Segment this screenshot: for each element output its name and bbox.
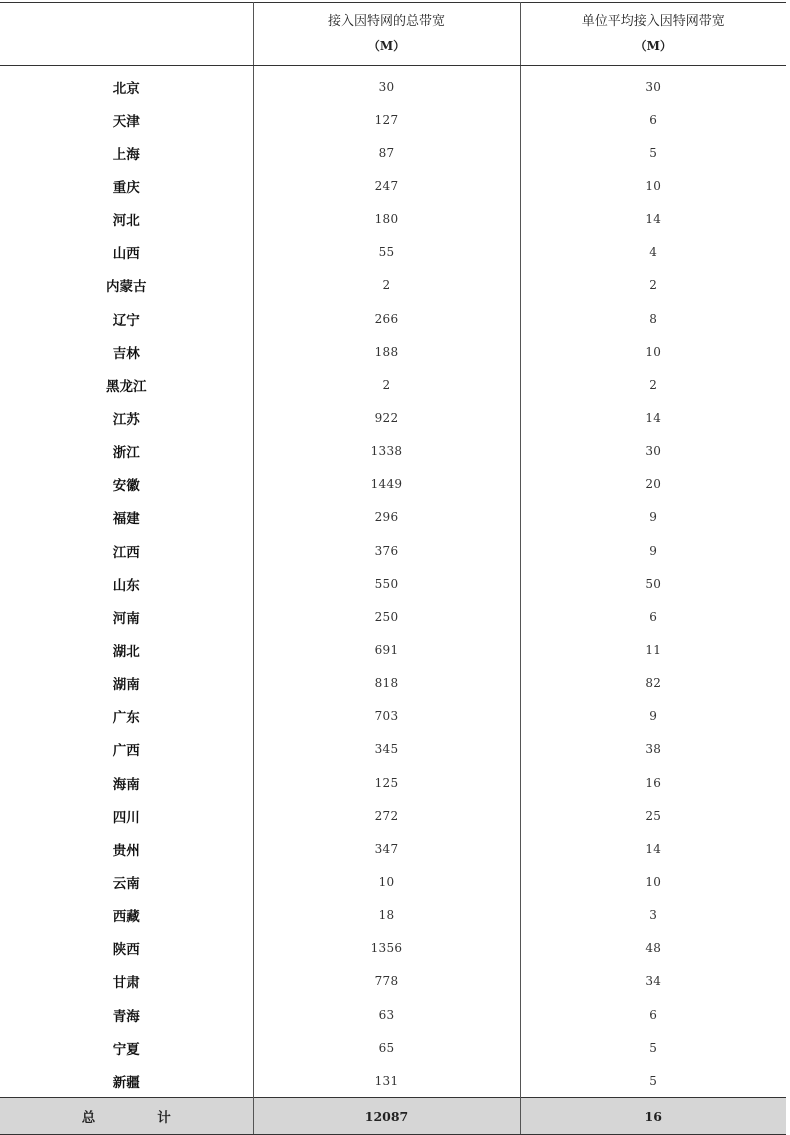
total-bandwidth-cell: 180: [253, 203, 520, 236]
total-row: [0, 1098, 786, 1135]
total-row-label-b: 计: [157, 1110, 171, 1127]
region-cell: 内蒙古: [0, 269, 253, 302]
table-row: [0, 799, 786, 832]
average-bandwidth-cell: 9: [649, 709, 658, 724]
table-row: [0, 832, 786, 865]
region-cell: 黑龙江: [0, 368, 253, 401]
total-bandwidth-cell: 1449: [253, 468, 520, 501]
table-row: [0, 236, 786, 269]
region-cell: 山西: [0, 236, 253, 269]
table-body: [0, 66, 786, 1098]
region-cell: 山东: [0, 567, 253, 600]
table-row: [0, 600, 786, 633]
region-column-header: [0, 3, 253, 66]
region-cell: 河北: [0, 203, 253, 236]
total-bandwidth-cell: 703: [253, 700, 520, 733]
table-row: [0, 700, 786, 733]
region-cell: 湖南: [0, 667, 253, 700]
total-bandwidth-cell: 347: [253, 832, 520, 865]
total-bandwidth-column-header: [253, 3, 520, 66]
total-bandwidth-cell: 18: [253, 899, 520, 932]
table-row: [0, 667, 786, 700]
total-row-label-a: 总: [81, 1110, 96, 1127]
average-bandwidth-cell: 20: [645, 477, 662, 492]
table-row: [0, 567, 786, 600]
total-bandwidth-cell: 188: [253, 335, 520, 368]
region-cell: 浙江: [0, 435, 253, 468]
average-bandwidth-cell: 30: [645, 79, 662, 94]
average-bandwidth-cell: 6: [649, 1007, 658, 1022]
table-row: [0, 633, 786, 666]
total-bandwidth-header-unit: （M）: [367, 39, 406, 53]
total-bandwidth-cell: 376: [253, 534, 520, 567]
region-cell: 广东: [0, 700, 253, 733]
average-bandwidth-cell: 5: [649, 145, 658, 160]
table-row: [0, 103, 786, 136]
region-cell: 云南: [0, 865, 253, 898]
total-bandwidth-cell: 266: [253, 302, 520, 335]
table-row: [0, 203, 786, 236]
region-cell: 江西: [0, 534, 253, 567]
average-bandwidth-cell: 16: [645, 775, 662, 790]
total-bandwidth-cell: 272: [253, 799, 520, 832]
total-bandwidth-cell: 2: [253, 269, 520, 302]
table-row: [0, 66, 786, 104]
average-bandwidth-cell: 4: [649, 245, 658, 260]
average-bandwidth-header-label: 单位平均接入因特网带宽: [581, 14, 725, 29]
average-bandwidth-cell: 50: [645, 576, 662, 591]
region-cell: 广西: [0, 733, 253, 766]
region-cell: 福建: [0, 501, 253, 534]
region-cell: 河南: [0, 600, 253, 633]
total-bandwidth-cell: 131: [253, 1064, 520, 1098]
total-bandwidth-cell: 87: [253, 136, 520, 169]
table-row: [0, 965, 786, 998]
total-row-label: [0, 1098, 253, 1135]
total-bandwidth-cell: 550: [253, 567, 520, 600]
total-bandwidth-header-label: 接入因特网的总带宽: [327, 14, 445, 29]
average-bandwidth-cell: 5: [649, 1040, 658, 1055]
table-row: [0, 302, 786, 335]
table-row: [0, 335, 786, 368]
region-cell: 海南: [0, 766, 253, 799]
average-bandwidth-cell: 9: [649, 510, 658, 525]
region-cell: 湖北: [0, 633, 253, 666]
average-bandwidth-cell: 10: [645, 874, 662, 889]
total-bandwidth-cell: 1338: [253, 435, 520, 468]
table-row: [0, 368, 786, 401]
table-row: [0, 865, 786, 898]
total-bandwidth-cell: 55: [253, 236, 520, 269]
total-bandwidth-cell: 247: [253, 169, 520, 202]
average-bandwidth-cell: 25: [645, 808, 662, 823]
table-row: [0, 1064, 786, 1098]
average-bandwidth-cell: 3: [649, 908, 658, 923]
average-bandwidth-header-unit: （M）: [634, 39, 672, 53]
table-row: [0, 401, 786, 434]
average-bandwidth-cell: 14: [645, 410, 662, 425]
average-bandwidth-cell: 2: [649, 377, 658, 392]
region-cell: 安徽: [0, 468, 253, 501]
total-bandwidth-cell: 127: [253, 103, 520, 136]
average-bandwidth-cell: 14: [645, 212, 662, 227]
region-cell: 甘肃: [0, 965, 253, 998]
total-bandwidth-cell: 30: [253, 66, 520, 104]
average-bandwidth-overall: 16: [520, 1098, 786, 1135]
table-row: [0, 269, 786, 302]
region-cell: 贵州: [0, 832, 253, 865]
table-row: [0, 932, 786, 965]
average-bandwidth-cell: 11: [645, 642, 662, 657]
region-cell: 四川: [0, 799, 253, 832]
total-bandwidth-cell: 922: [253, 401, 520, 434]
table-row: [0, 136, 786, 169]
total-bandwidth-cell: 691: [253, 633, 520, 666]
average-bandwidth-cell: 30: [645, 444, 662, 459]
region-cell: 江苏: [0, 401, 253, 434]
region-cell: 天津: [0, 103, 253, 136]
total-bandwidth-cell: 10: [253, 865, 520, 898]
total-bandwidth-cell: 125: [253, 766, 520, 799]
table-row: [0, 1031, 786, 1064]
average-bandwidth-cell: 48: [645, 941, 662, 956]
average-bandwidth-cell: 5: [649, 1073, 658, 1088]
table-footer: [0, 1098, 786, 1135]
total-bandwidth-cell: 1356: [253, 932, 520, 965]
total-bandwidth-sum: 12087: [253, 1098, 520, 1135]
region-cell: 青海: [0, 998, 253, 1031]
average-bandwidth-cell: 10: [645, 344, 662, 359]
region-cell: 北京: [0, 66, 253, 104]
average-bandwidth-cell: 2: [649, 278, 658, 293]
total-bandwidth-cell: 778: [253, 965, 520, 998]
average-bandwidth-cell: 38: [645, 742, 662, 757]
table-row: [0, 899, 786, 932]
table-row: [0, 766, 786, 799]
average-bandwidth-cell: 34: [645, 974, 662, 989]
average-bandwidth-cell: 10: [645, 178, 662, 193]
table-row: [0, 169, 786, 202]
region-cell: 新疆: [0, 1064, 253, 1098]
table-row: [0, 468, 786, 501]
table-header: [0, 3, 786, 66]
region-cell: 吉林: [0, 335, 253, 368]
table-row: [0, 733, 786, 766]
region-cell: 宁夏: [0, 1031, 253, 1064]
table-row: [0, 998, 786, 1031]
average-bandwidth-cell: 8: [649, 311, 658, 326]
total-bandwidth-cell: 2: [253, 368, 520, 401]
average-bandwidth-cell: 9: [649, 543, 658, 558]
region-cell: 上海: [0, 136, 253, 169]
bandwidth-table: [0, 2, 786, 1135]
table-row: [0, 435, 786, 468]
total-bandwidth-cell: 818: [253, 667, 520, 700]
total-bandwidth-cell: 63: [253, 998, 520, 1031]
region-cell: 西藏: [0, 899, 253, 932]
total-bandwidth-cell: 296: [253, 501, 520, 534]
total-bandwidth-cell: 65: [253, 1031, 520, 1064]
region-cell: 辽宁: [0, 302, 253, 335]
average-bandwidth-cell: 6: [649, 112, 658, 127]
average-bandwidth-column-header: [520, 3, 786, 66]
table-row: [0, 501, 786, 534]
average-bandwidth-cell: 14: [645, 841, 662, 856]
average-bandwidth-cell: 6: [649, 609, 658, 624]
total-bandwidth-cell: 250: [253, 600, 520, 633]
average-bandwidth-cell: 82: [645, 676, 662, 691]
region-cell: 重庆: [0, 169, 253, 202]
table-row: [0, 534, 786, 567]
region-cell: 陕西: [0, 932, 253, 965]
header-row: [0, 3, 786, 66]
total-bandwidth-cell: 345: [253, 733, 520, 766]
